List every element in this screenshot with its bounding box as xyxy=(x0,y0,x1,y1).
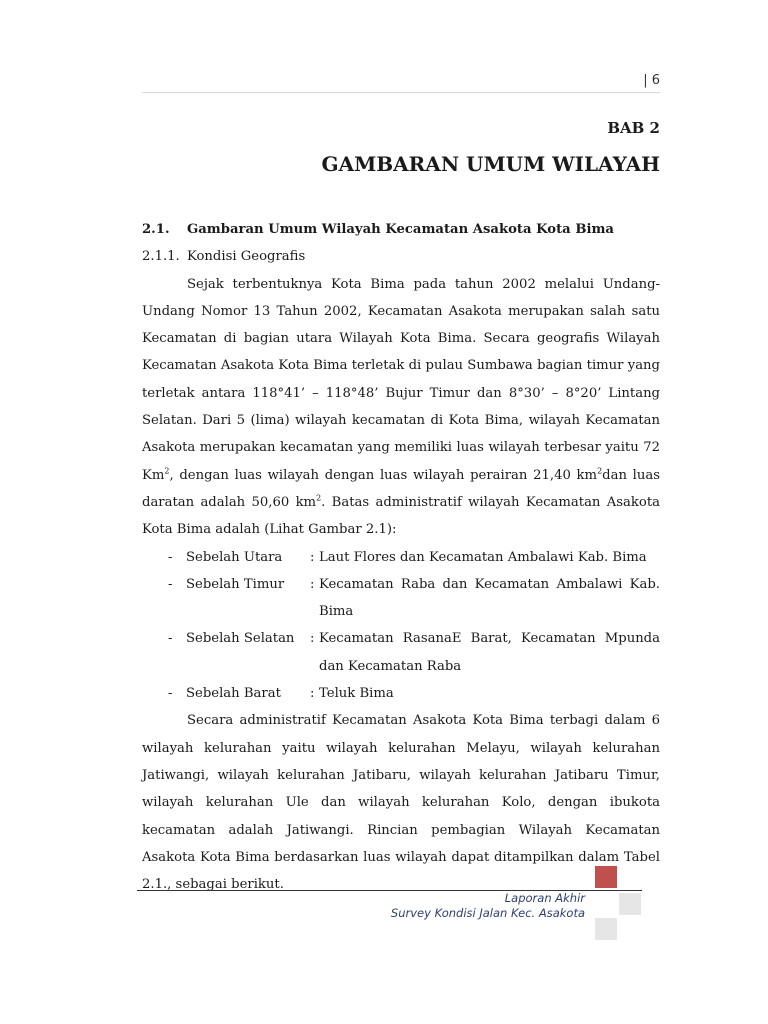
paragraph-administrative: Secara administratif Kecamatan Asakota Kota Bima terbagi dalam 6 wilayah kelurahan yaitu wilayah kelurahan Melayu, wilayah kelurahan Jatiwangi, wilayah kelurahan Jatibaru, wilayah kelurahan Jatibaru Timur, wilayah kelurahan Ule dan wilayah kelurahan Kolo, dengan ibukota kecamatan adalah Jatiwangi. Rincian pembagian Wilayah Kecamatan Asakota Kota Bima berdasarkan luas wilayah dapat ditampilkan dalam Tabel 2.1., sebagai berikut. xyxy=(142,713,660,893)
footer-decoration-gray-square xyxy=(595,918,617,940)
paragraph-geography xyxy=(142,271,660,544)
chapter-title: GAMBARAN UMUM WILAYAH xyxy=(321,152,660,176)
boundary-value: Kecamatan Raba dan Kecamatan Ambalawi Kab. Bima xyxy=(319,576,660,620)
boundary-label: Sebelah Timur xyxy=(186,576,285,592)
list-item xyxy=(142,544,660,571)
header-divider xyxy=(142,92,660,93)
boundary-colon: : xyxy=(310,549,315,565)
footer xyxy=(391,891,585,921)
footer-decoration-gray-square xyxy=(619,893,641,915)
paragraph-text: . Batas administratif wilayah Kecamatan Asakota Kota Bima adalah (Lihat Gambar 2.1): xyxy=(142,494,660,538)
list-dash: - xyxy=(168,549,173,565)
paragraph-text: dan luas daratan adalah 50,60 km xyxy=(142,467,660,510)
boundary-label: Sebelah Barat xyxy=(186,686,281,702)
paragraph-text: , dengan luas wilayah dengan luas wilayah perairan 21,40 km xyxy=(169,467,598,483)
list-item xyxy=(142,680,660,707)
list-dash: - xyxy=(168,686,173,702)
boundary-label: Sebelah Utara xyxy=(186,549,283,565)
section-heading xyxy=(142,216,660,243)
list-dash: - xyxy=(168,576,173,592)
superscript: 2 xyxy=(597,466,603,476)
subsection-number: 2.1.1. xyxy=(142,249,180,265)
list-item xyxy=(142,571,660,626)
section-title: Gambaran Umum Wilayah Kecamatan Asakota Kota Bima xyxy=(187,222,614,237)
boundary-colon: : xyxy=(310,576,315,592)
list-item xyxy=(142,625,660,680)
section-number: 2.1. xyxy=(142,222,170,237)
document-body xyxy=(142,216,660,898)
boundary-value: Teluk Bima xyxy=(319,686,394,702)
footer-report-title: Laporan Akhir xyxy=(504,891,585,905)
boundary-list xyxy=(142,544,660,708)
page-number: | 6 xyxy=(643,73,660,88)
paragraph-text: Sejak terbentuknya Kota Bima pada tahun 2002 melalui Undang-Undang Nomor 13 Tahun 2002, Kecamatan Asakota merupakan salah satu Kecamatan di bagian utara Wilayah Kota Bima. Secara geografis Wilayah Kecamatan Asakota Kota Bima terletak di pulau Sumbawa bagian timur yang terletak antara 118°41’ – 118°48’ Bujur Timur dan 8°30’ – 8°20’ Lintang Selatan. Dari 5 (lima) wilayah kecamatan di Kota Bima, wilayah Kecamatan Asakota merupakan kecamatan yang memiliki luas wilayah terbesar yaitu 72 Km xyxy=(142,276,660,483)
superscript: 2 xyxy=(164,466,170,476)
subsection-title: Kondisi Geografis xyxy=(187,249,306,265)
boundary-value: Kecamatan RasanaE Barat, Kecamatan Mpunda dan Kecamatan Raba xyxy=(319,631,660,674)
boundary-colon: : xyxy=(310,631,315,647)
boundary-colon: : xyxy=(310,686,315,702)
footer-survey-title: Survey Kondisi Jalan Kec. Asakota xyxy=(390,906,585,920)
chapter-label: BAB 2 xyxy=(607,119,660,137)
boundary-label: Sebelah Selatan xyxy=(186,631,295,647)
list-dash: - xyxy=(168,631,173,647)
footer-decoration-red-square xyxy=(595,866,617,888)
boundary-value: Laut Flores dan Kecamatan Ambalawi Kab. Bima xyxy=(319,549,647,565)
superscript: 2 xyxy=(316,493,322,503)
subsection-heading xyxy=(142,243,660,270)
